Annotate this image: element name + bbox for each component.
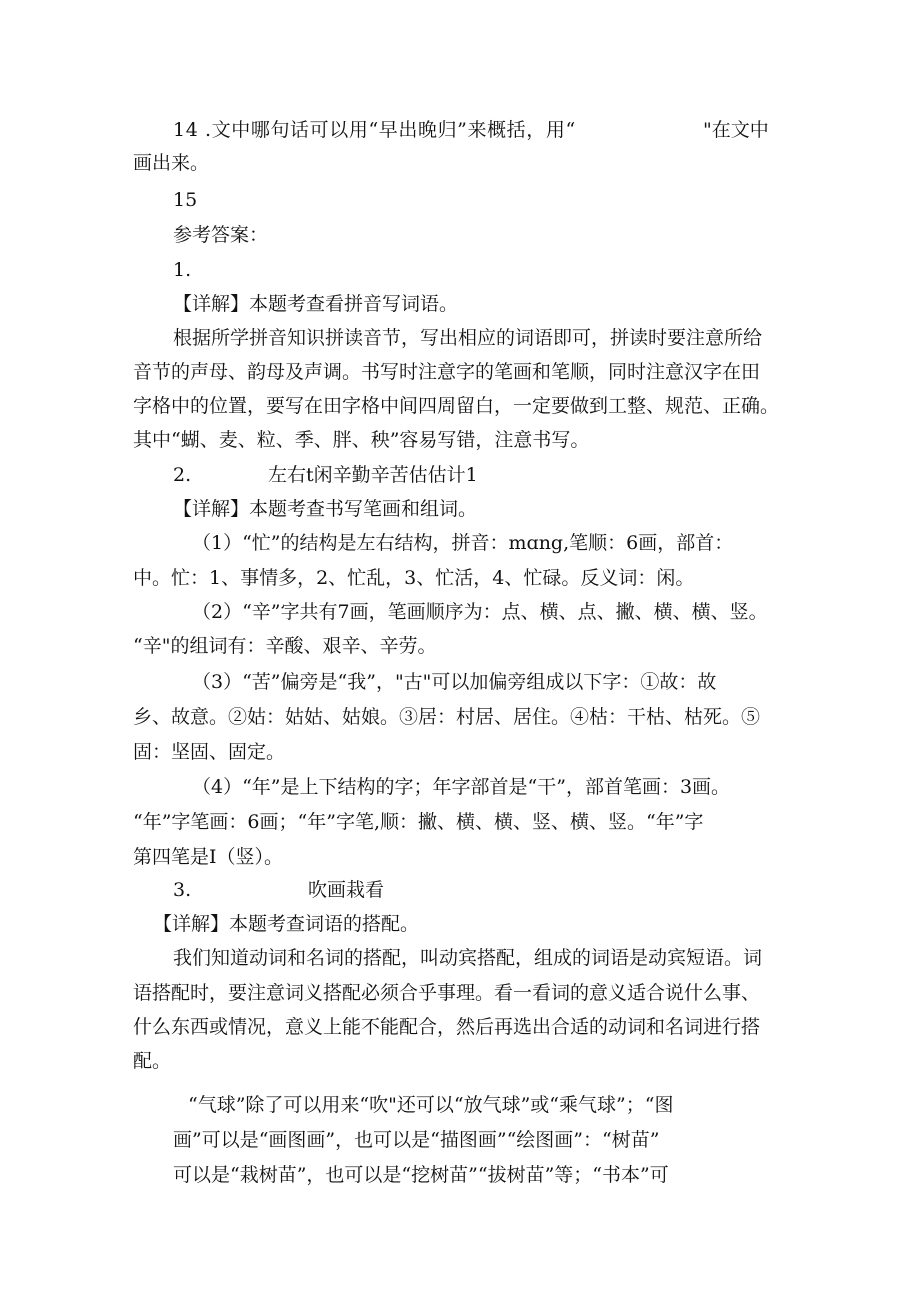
answer-2-text: （1）“忙”的结构是左右结构，拼音：mɑng,笔顺：6画，部首： <box>192 532 734 554</box>
answer-3-number: 3. <box>173 879 192 901</box>
answer-3-answers: 吹画栽看 <box>308 879 385 901</box>
question-14-line1-tail: "在文中 <box>703 119 769 141</box>
answer-2-text: （4）“年”是上下结构的字；年字部首是“干”，部首笔画：3画。 <box>192 776 731 798</box>
answer-2-text: 第四笔是I（竖）。 <box>133 846 284 868</box>
answer-1-text: 音节的声母、韵母及声调。书写时注意字的笔画和笔顺，同时注意汉字在田 <box>133 361 761 383</box>
answer-3-detail: 【详解】本题考查词语的搭配。 <box>153 913 420 935</box>
answer-1-text: 字格中的位置，要写在田字格中间四周留白，一定要做到工整、规范、正确。 <box>133 395 780 417</box>
answer-1-text: 根据所学拼音知识拼读音节，写出相应的词语即可，拼读时要注意所给 <box>173 327 763 349</box>
answer-1-number: 1. <box>173 259 192 281</box>
answer-3-text: 可以是“栽树苗”，也可以是“挖树苗”“拔树苗”等；“书本”可 <box>173 1164 669 1186</box>
answer-3-text: 画”可以是“画图画”，也可以是“描图画”“绘图画”：“树苗” <box>173 1129 660 1151</box>
answer-3-text: 语搭配时，要注意词义搭配必须合乎事理。看一看词的意义适合说什么事、 <box>133 982 761 1004</box>
answer-2-number: 2. <box>173 464 192 486</box>
answer-2-text: （3）“苦”偏旁是“我”，"古"可以加偏旁组成以下字：①故：故 <box>192 671 717 693</box>
answer-2-text: 乡、故意。②姑：姑姑、姑娘。③居：村居、居住。④枯：干枯、枯死。⑤ <box>133 706 761 728</box>
answer-2-detail: 【详解】本题考查书写笔画和组词。 <box>173 498 478 520</box>
answer-3-text: 我们知道动词和名词的搭配，叫动宾搭配，组成的词语是动宾短语。词 <box>173 947 763 969</box>
answer-3-text: “气球”除了可以用来“吹"还可以“放气球”或“乘气球”；“图 <box>188 1094 674 1116</box>
answer-2-text: 中。忙：1、事情多，2、忙乱，3、忙活，4、忙碌。反义词：闲。 <box>133 567 695 589</box>
answer-3-text: 配。 <box>133 1050 172 1072</box>
answer-heading: 参考答案： <box>173 224 269 246</box>
answer-2-text: “年”字笔画：6画；“年”字笔,顺：撇、横、横、竖、横、竖。“年”字 <box>133 811 704 833</box>
answer-1-text: 其中“蝴、麦、粒、季、胖、秧”容易写错，注意书写。 <box>133 429 590 451</box>
answer-2-answers: 左右t闲辛勤辛苦估估计1 <box>268 464 478 486</box>
answer-2-text: 固：坚固、固定。 <box>133 741 286 763</box>
answer-2-text: （2）“辛”字共有7画，笔画顺序为：点、横、点、撇、横、横、竖。 <box>192 601 768 623</box>
answer-2-text: “辛"的组词有：辛酸、艰辛、辛劳。 <box>133 635 437 657</box>
answer-1-detail: 【详解】本题考查看拼音写词语。 <box>173 293 459 315</box>
question-15: 15 <box>173 189 198 211</box>
question-14-line2: 画出来。 <box>133 152 210 174</box>
answer-3-text: 什么东西或情况，意义上能不能配合，然后再选出合适的动词和名词进行搭 <box>133 1016 761 1038</box>
question-14-line1: 14 .文中哪句话可以用“早出晚归”来概括，用“ <box>173 119 576 141</box>
